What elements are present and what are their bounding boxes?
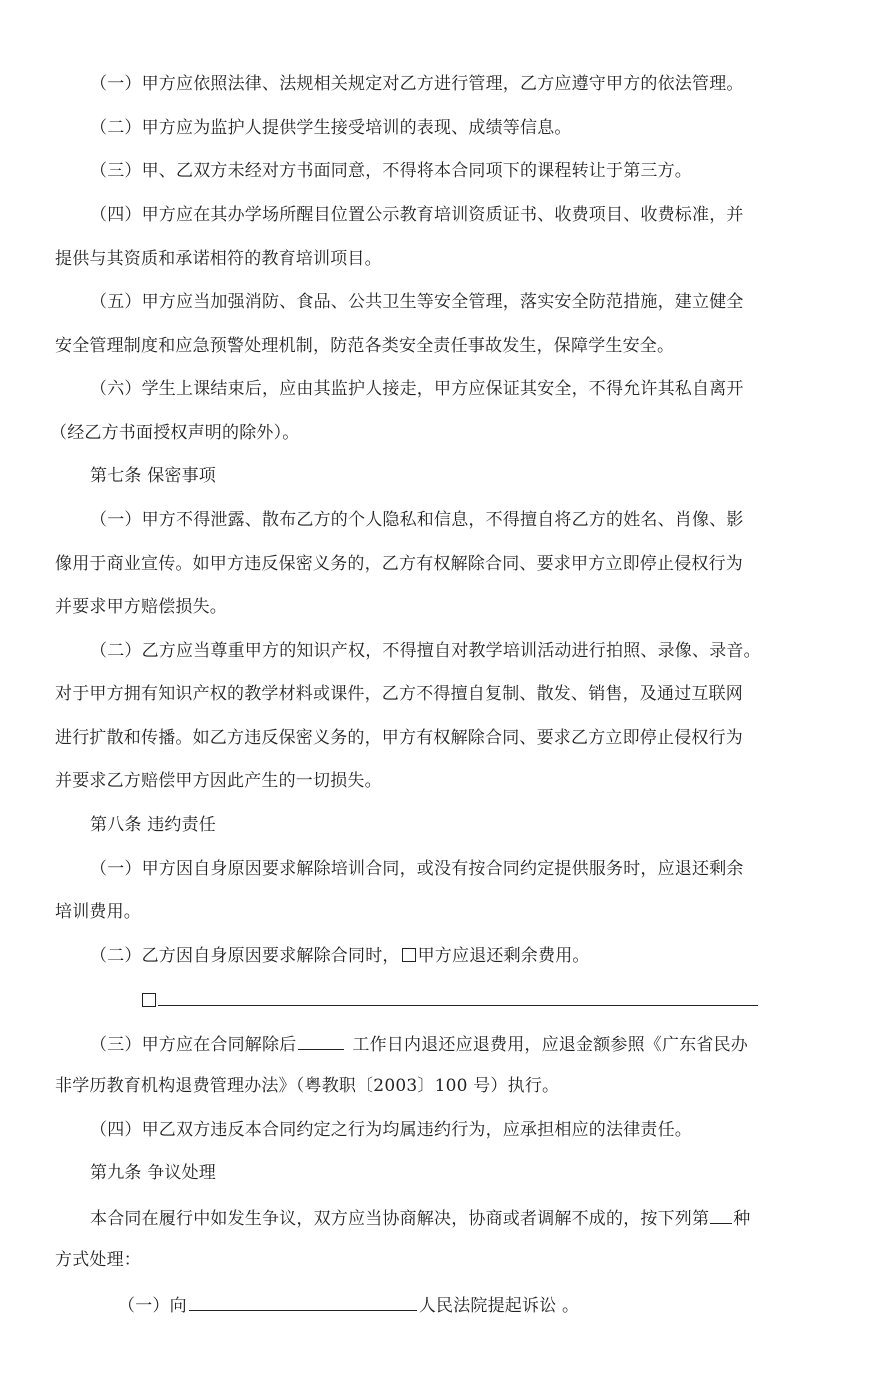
clause-8-3-line1: [90, 1032, 748, 1056]
clause-8-2-option: 甲方应退还剩余费用。: [417, 946, 590, 966]
days-blank[interactable]: [298, 1032, 344, 1050]
clause-7-1-line3: 并要求甲方赔偿损失。: [55, 597, 227, 617]
clause-6-4-line1: （四）甲方应在其办学场所醒目位置公示教育培训资质证书、收费项目、收费标准，并: [90, 205, 744, 225]
clause-8-1-line1: （一）甲方因自身原因要求解除培训合同，或没有按合同约定提供服务时，应退还剩余: [90, 859, 744, 879]
clause-8-1-line2: 培训费用。: [55, 902, 141, 922]
clause-8-2-other-option: [140, 988, 758, 1012]
clause-7-1-line1: （一）甲方不得泄露、散布乙方的个人隐私和信息，不得擅自将乙方的姓名、肖像、影: [90, 510, 744, 530]
clause-6-6-line1: （六）学生上课结束后，应由其监护人接走，甲方应保证其安全，不得允许其私自离开: [90, 379, 744, 399]
clause-8-4: （四）甲乙双方违反本合同约定之行为均属违约行为，应承担相应的法律责任。: [90, 1120, 692, 1140]
article-9-line2: 方式处理：: [55, 1250, 141, 1270]
clause-6-4-line2: 提供与其资质和承诺相符的教育培训项目。: [55, 249, 382, 269]
clause-7-2-line3: 进行扩散和传播。如乙方违反保密义务的，甲方有权解除合同、要求乙方立即停止侵权行为: [55, 728, 743, 748]
article-9-option-1: [118, 1293, 579, 1317]
clause-8-3-line2: 非学历教育机构退费管理办法》（粤教职〔2003〕100 号）执行。: [55, 1076, 560, 1096]
option-1-text-b: 人民法院提起诉讼 。: [418, 1296, 580, 1316]
article-9-text-b: 种: [733, 1209, 751, 1229]
clause-7-1-line2: 像用于商业宣传。如甲方违反保密义务的，乙方有权解除合同、要求甲方立即停止侵权行为: [55, 554, 743, 574]
clause-6-6-line2: （经乙方书面授权声明的除外）。: [50, 423, 300, 443]
article-8-heading: 第八条 违约责任: [90, 815, 217, 835]
court-name-blank[interactable]: [189, 1293, 417, 1311]
article-9-heading: 第九条 争议处理: [90, 1163, 217, 1183]
other-option-checkbox[interactable]: [142, 993, 156, 1007]
article-7-heading: 第七条 保密事项: [90, 466, 217, 486]
clause-6-1: （一）甲方应依照法律、法规相关规定对乙方进行管理，乙方应遵守甲方的依法管理。: [90, 74, 744, 94]
clause-6-5-line1: （五）甲方应当加强消防、食品、公共卫生等安全管理，落实安全防范措施，建立健全: [90, 292, 744, 312]
clause-7-2-line2: 对于甲方拥有知识产权的教学材料或课件，乙方不得擅自复制、散发、销售，及通过互联网: [55, 684, 743, 704]
clause-6-2: （二）甲方应为监护人提供学生接受培训的表现、成绩等信息。: [90, 118, 572, 138]
clause-6-5-line2: 安全管理制度和应急预警处理机制，防范各类安全责任事故发生，保障学生安全。: [55, 336, 675, 356]
refund-checkbox[interactable]: [402, 948, 416, 962]
method-number-blank[interactable]: [710, 1206, 732, 1224]
clause-8-3-text-b: 工作日内退还应退费用，应退金额参照《广东省民办: [352, 1035, 749, 1055]
clause-8-2-text: （二）乙方因自身原因要求解除合同时，: [90, 946, 400, 966]
option-1-text-a: （一）向: [118, 1296, 187, 1316]
clause-7-2-line4: 并要求乙方赔偿甲方因此产生的一切损失。: [55, 771, 382, 791]
article-9-line1: [90, 1206, 750, 1230]
clause-8-3-text-a: （三）甲方应在合同解除后: [90, 1035, 297, 1055]
clause-8-2: [90, 945, 590, 967]
other-option-blank[interactable]: [158, 988, 758, 1006]
clause-6-3: （三）甲、乙双方未经对方书面同意，不得将本合同项下的课程转让于第三方。: [90, 161, 692, 181]
clause-7-2-line1: （二）乙方应当尊重甲方的知识产权，不得擅自对教学培训活动进行拍照、录像、录音。: [90, 641, 761, 661]
article-9-text-a: 本合同在履行中如发生争议，双方应当协商解决，协商或者调解不成的，按下列第: [90, 1209, 710, 1229]
